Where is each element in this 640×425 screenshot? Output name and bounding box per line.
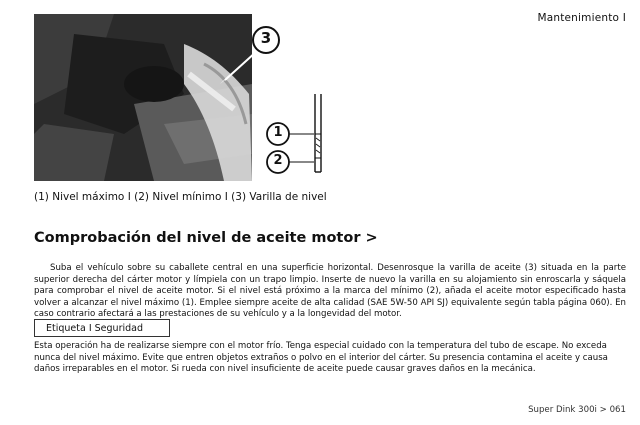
warning-paragraph bbox=[34, 341, 626, 376]
dipstick-icon bbox=[258, 92, 338, 184]
callout-3-marker bbox=[180, 22, 290, 92]
body-paragraph bbox=[34, 263, 626, 321]
callout-3-label: 3 bbox=[260, 29, 272, 47]
callout-2-label: 2 bbox=[273, 153, 283, 168]
page-footer: Super Dink 300i > 061 bbox=[528, 405, 626, 415]
callout-1-label: 1 bbox=[273, 125, 283, 140]
section-title: Mantenimiento I bbox=[537, 12, 626, 24]
dipstick-diagram bbox=[258, 92, 338, 184]
figure-caption: (1) Nivel máximo I (2) Nivel mínimo I (3) Varilla de nivel bbox=[34, 191, 327, 203]
body-text: Suba el vehículo sobre su caballete central en una superficie horizontal. Desenrosque la varilla de aceite (3) situada en la parte superior derecha del cárter motor y límpiela con un trapo limpio. Inserte de nuevo la varilla en su alojamiento sin enroscarla y sáquela para comprobar el nivel de aceite motor. Si el nivel está próximo a la marca del mínimo (2), añada el aceite motor especificado hasta volver a alcanzar el nivel máximo (1). Emplee siempre aceite de alta calidad (SAE 5W-50 API SJ) equivalente según tabla página 060). En caso contrario afectará a las prestaciones de su vehículo y a la longevidad del motor. bbox=[34, 263, 626, 320]
warning-text: Esta operación ha de realizarse siempre con el motor frío. Tenga especial cuidado con la temperatura del tubo de escape. No exceda nunca del nivel máximo. Evite que entren objetos extraños o polvo en el interior del cárter. Su presencia contamina el aceite y causa daños irreparables en el motor. Si rueda con nivel insuficiente de aceite puede causar graves daños en la mecánica. bbox=[34, 341, 608, 375]
page-heading: Comprobación del nivel de aceite motor > bbox=[34, 230, 378, 246]
tag-label: Etiqueta I Seguridad bbox=[34, 319, 170, 337]
